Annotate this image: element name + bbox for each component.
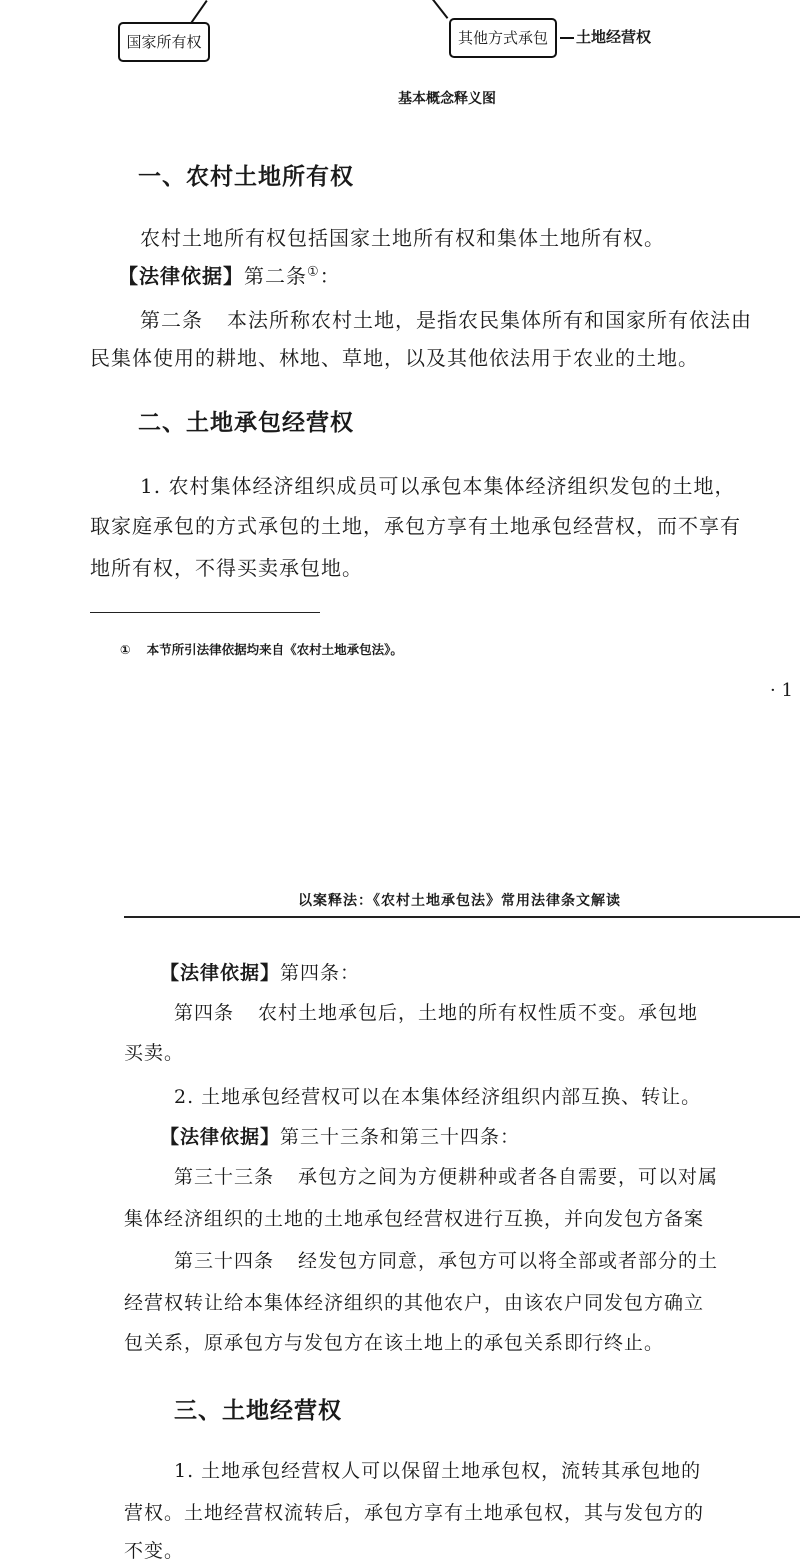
article-4-line-2: 买卖。 [124,1042,185,1064]
legal-basis-article: 第三十三条和第三十四条： [280,1126,521,1148]
legal-basis-article: 第二条 [244,264,307,288]
footnote-separator [90,612,320,613]
legal-basis-line-3 [160,1122,520,1149]
diagram-box-state-ownership: 国家所有权 [118,22,210,62]
article-33-label: 第三十三条 [174,1166,275,1188]
running-head-rule [124,916,800,918]
article-33-line-1 [174,1162,718,1189]
diagram-label-land-management-right: 土地经营权 [576,28,652,46]
section-heading-3: 三、土地经营权 [174,1398,342,1424]
paragraph-contract-line-1: 1. 农村集体经济组织成员可以承包本集体经济组织发包的土地， [140,474,736,498]
running-head: 以案释法：《农村土地承包法》常用法律条文解读 [298,893,621,909]
diagram-connector-right [432,0,448,19]
paragraph-management-line-3: 不变。 [124,1540,185,1562]
article-33-text: 承包方之间为方便耕种或者各自需要，可以对属 [298,1166,719,1188]
article-33-line-2: 集体经济组织的土地的土地承包经营权进行互换，并向发包方备案 [124,1208,705,1230]
paragraph-ownership: 农村土地所有权包括国家土地所有权和集体土地所有权。 [140,226,665,250]
article-4-line-1 [174,998,698,1025]
article-34-line-1 [174,1246,718,1273]
article-2-line-2: 民集体使用的耕地、林地、草地，以及其他依法用于农业的土地。 [90,346,699,370]
article-4-text: 农村土地承包后，土地的所有权性质不变。承包地 [258,1002,699,1024]
diagram-dash [560,37,574,39]
footnote [120,640,403,658]
section-heading-2: 二、土地承包经营权 [138,410,354,436]
page-top [0,0,800,770]
legal-basis-colon: ： [319,264,341,288]
article-4-label: 第四条 [174,1002,235,1024]
article-34-line-2: 经营权转让给本集体经济组织的其他农户，由该农户同发包方确立 [124,1292,705,1314]
legal-basis-tag: 【法律依据】 [160,1126,281,1148]
paragraph-management-line-1: 1. 土地承包经营权人可以保留土地承包权，流转其承包地的 [174,1460,702,1482]
paragraph-contract-line-3: 地所有权，不得买卖承包地。 [90,556,363,580]
paragraph-transfer: 2. 土地承包经营权可以在本集体经济组织内部互换、转让。 [174,1086,702,1108]
article-2-text: 本法所称农村土地，是指农民集体所有和国家所有依法由 [227,308,752,332]
diagram-box-other-contracting: 其他方式承包 [449,18,557,58]
article-34-label: 第三十四条 [174,1250,275,1272]
section-heading-1: 一、农村土地所有权 [138,164,354,190]
legal-basis-line-2 [160,958,360,985]
paragraph-management-line-2: 营权。土地经营权流转后，承包方享有土地承包权，其与发包方的 [124,1502,705,1524]
article-34-text: 经发包方同意，承包方可以将全部或者部分的土 [298,1250,719,1272]
footnote-text: 本节所引法律依据均来自《农村土地承包法》。 [146,642,403,657]
legal-basis-tag: 【法律依据】 [160,962,281,984]
page-number: · 1 [770,680,793,701]
paragraph-contract-line-2: 取家庭承包的方式承包的土地，承包方享有土地承包经营权，而不享有 [90,514,741,538]
diagram-caption: 基本概念释义图 [398,91,496,107]
page-bottom [0,860,800,1562]
article-2-label: 第二条 [140,308,203,332]
legal-basis-tag: 【法律依据】 [118,264,244,288]
article-2-line-1 [140,304,752,333]
footnote-mark: ① [120,642,131,657]
legal-basis-article: 第四条： [280,962,361,984]
article-34-line-3: 包关系，原承包方与发包方在该土地上的承包关系即行终止。 [124,1332,665,1354]
legal-basis-line-1 [118,260,341,289]
footnote-ref: ① [307,264,320,280]
